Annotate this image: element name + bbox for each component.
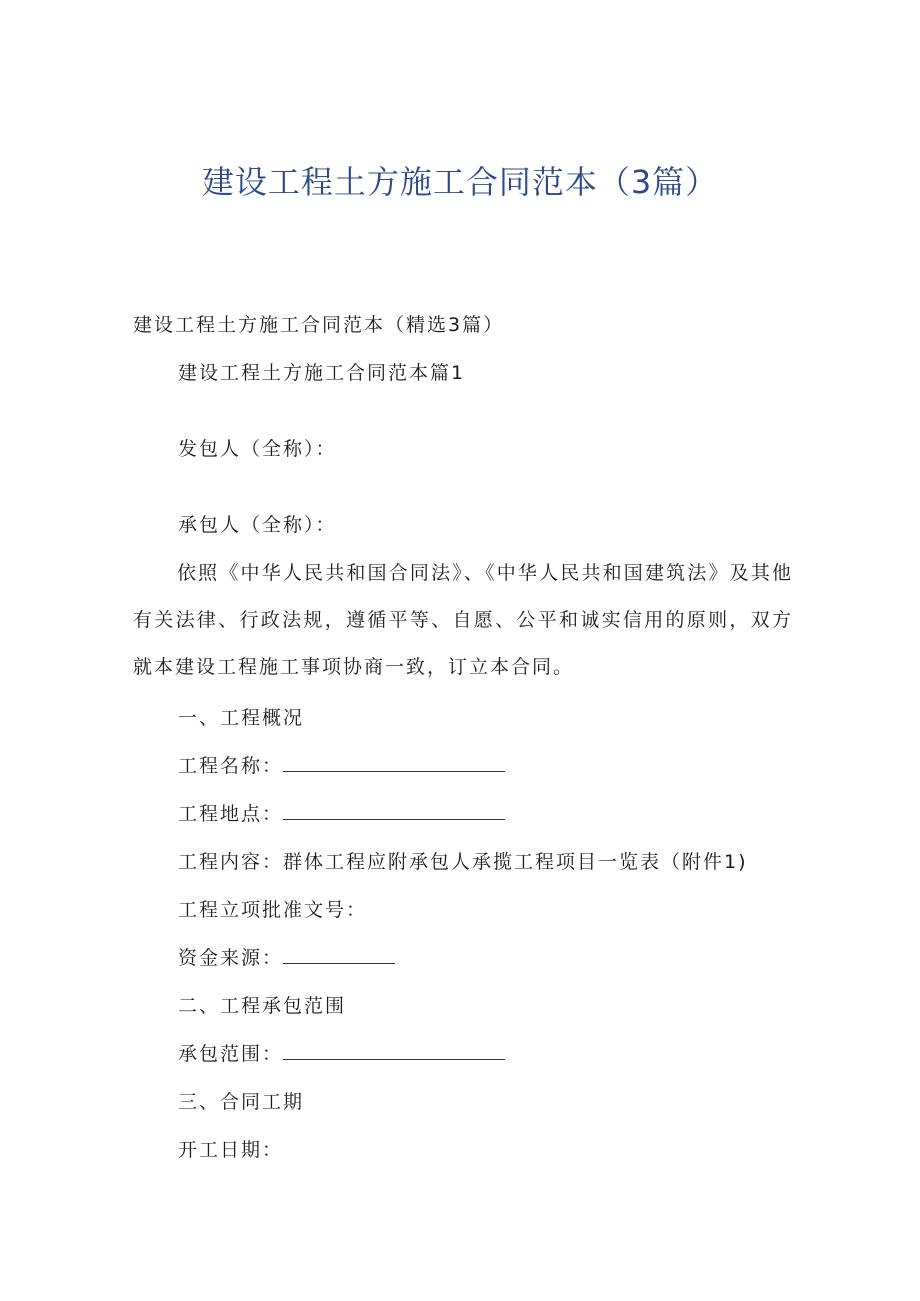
section-3-title: 三、合同工期 xyxy=(178,1091,305,1113)
party-a-line: 发包人（全称）： xyxy=(178,438,337,460)
project-location-blank xyxy=(283,801,505,820)
project-name-label: 工程名称： xyxy=(178,755,284,777)
funding-source-label: 资金来源： xyxy=(178,947,284,969)
project-name-blank xyxy=(283,753,505,772)
document-subtitle: 建设工程土方施工合同范本（精选3篇） xyxy=(133,314,505,336)
scope-blank xyxy=(283,1041,505,1060)
funding-source-blank xyxy=(283,945,395,964)
project-name-row xyxy=(178,752,505,780)
approval-number-line: 工程立项批准文号： xyxy=(178,899,368,921)
section-2-title: 二、工程承包范围 xyxy=(178,995,347,1017)
party-b-line: 承包人（全称）： xyxy=(178,514,337,536)
section-heading: 建设工程土方施工合同范本篇1 xyxy=(178,362,466,384)
project-content-line: 工程内容：群体工程应附承包人承揽工程项目一览表（附件1) xyxy=(178,851,748,873)
start-date-line: 开工日期： xyxy=(178,1139,284,1161)
document-title: 建设工程土方施工合同范本（3篇） xyxy=(201,163,719,201)
funding-source-row xyxy=(178,944,395,972)
scope-label: 承包范围： xyxy=(178,1043,284,1065)
scope-row xyxy=(178,1040,505,1068)
project-location-row xyxy=(178,800,505,828)
section-1-title: 一、工程概况 xyxy=(178,707,305,729)
preamble-paragraph: 依照《中华人民共和国合同法》、《中华人民共和国建筑法》及其他有关法律、行政法规，遵循平等、自愿、公平和诚实信用的原则，双方就本建设工程施工事项协商一致，订立本合同。 xyxy=(133,562,793,678)
project-location-label: 工程地点： xyxy=(178,803,284,825)
